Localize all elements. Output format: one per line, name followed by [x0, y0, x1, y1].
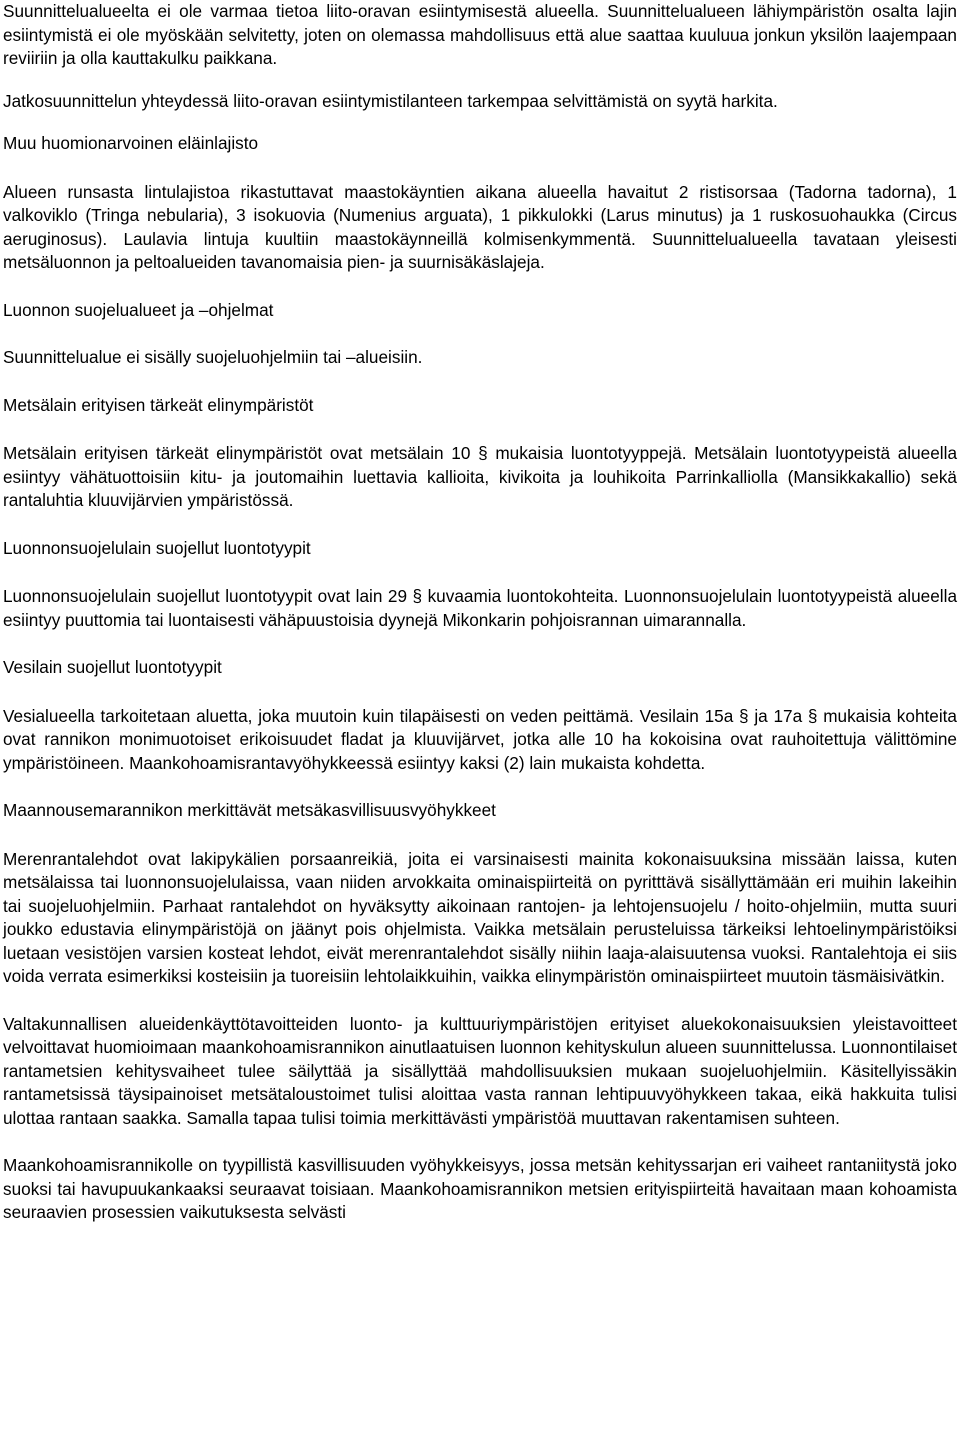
- paragraph: Suunnittelualue ei sisälly suojeluohjelmiin tai –alueisiin.: [3, 347, 423, 367]
- paragraph: Maankohoamisrannikolle on tyypillistä kasvillisuuden vyöhykkeisyys, jossa metsän kehityssarjan eri vaiheet rantaniitystä joko suoksi tai havupuukankaaksi seuraavat toisiaan. Maankohoamisrannikon metsien erityispiirteitä havaitaan maan kohoamista seuraavien prosessien vaikutuksesta selvästi: [3, 1155, 957, 1222]
- paragraph: Jatkosuunnittelun yhteydessä liito-oravan esiintymistilanteen tarkempaa selvittämistä on syytä harkita.: [3, 90, 778, 111]
- paragraph: Vesialueella tarkoitetaan aluetta, joka muutoin kuin tilapäisesti on veden peittämä. Vesilain 15a § ja 17a § mukaisia kohteita ovat rannikon monimuotoiset erikoisuudet fladat ja kluuvijärvet, jotka alle 10 ha kokoisina ovat rauhoitettuja välittömine ympäristöineen. Maankohoamisrantavyöhykkeessä esiintyy kaksi (2) lain mukaista kohdetta.: [3, 705, 957, 773]
- paragraph: Valtakunnallisen alueidenkäyttötavoitteiden luonto- ja kulttuuriympäristöjen erityiset aluekokonaisuuksien yleistavoitteet velvoittavat huomioimaan maankohoamisrannikon ainutlaatuisen luonnon kehityskulun alueen suunnittelussa. Luonnontilaiset rantametsien kehitysvaiheet tulee säilyttää ja sisällyttää mahdollisuuksien mukaan suojeluohjelmiin. Käsitellyissäkin rantametsissä täysipainoiset metsätaloustoimet tulisi aloittaa vasta rannan lehtipuuvyöhykkeen takaa, eikä hakkuita tulisi ulottaa rantaan saakka. Samalla tapaa tulisi toimia merkittävästi ympäristöä muuttavan rakentamisen suhteen.: [3, 1013, 957, 1128]
- paragraph: Metsälain erityisen tärkeät elinympäristöt ovat metsälain 10 § mukaisia luontotyyppejä. Metsälain luontotyypeistä alueella esiintyy vähätuottoisiin kitu- ja joutomaihin luettavia kallioita, kivikoita ja louhikoita Parrinkalliolla (Mansikkakallio) sekä rantaluhtia kluuvijärvien ympäristössä.: [3, 443, 957, 510]
- section-heading: Metsälain erityisen tärkeät elinympäristöt: [3, 394, 314, 415]
- paragraph: Merenrantalehdot ovat lakipykälien porsaanreikiä, joita ei varsinaisesti mainita kokonaisuuksina missään laissa, kuten metsälaissa tai luonnonsuojelulaissa, vaan niiden arvokkaita ominaispiirteitä on pyritttävä sisällyttämään eri muihin lakeihin tai suojeluohjelmiin. Parhaat rantalehdot on hyväksytty aikoinaan rantojen- ja lehtojensuojelu / hoito-ohjelmiin, mutta suuri joukko edustavia elinympäristöjä on jäänyt pois ohjelmista. Vaikka metsälain perusteluissa tärkeiksi lehtoelinympäristöiksi luetaan vesistöjen varsien kosteat lehdot, eivät merenrantalehdot sisälly niihin laaja-alaisuutensa vuoksi. Rantalehtoja ei siis voida verrata esimerkiksi kosteisiin ja tuoreisiin lehtolaikkuihin, vaikka elinympäristön ominaispiirteet muutoin täsmäisivätkin.: [3, 848, 957, 986]
- section-heading: Muu huomionarvoinen eläinlajisto: [3, 133, 259, 153]
- paragraph: Luonnonsuojelulain suojellut luontotyypit ovat lain 29 § kuvaamia luontokohteita. Luonnonsuojelulain luontotyypeistä alueella esiintyy puuttomia tai luontaisesti vähäpuustoisia dyynejä Mikonkarin pohjoisrannan uimarannalla.: [3, 586, 957, 630]
- section-heading: Maannousemarannikon merkittävät metsäkasvillisuusvyöhykkeet: [3, 800, 496, 820]
- section-heading: Luonnonsuojelulain suojellut luontotyypit: [3, 537, 311, 558]
- document-page: [3, 0, 957, 1225]
- section-heading: Vesilain suojellut luontotyypit: [3, 657, 222, 677]
- paragraph: Alueen runsasta lintulajistoa rikastuttavat maastokäyntien aikana alueella havaitut 2 ristisorsaa (Tadorna tadorna), 1 valkoviklo (Tringa nebularia), 3 isokuovia (Numenius arguata), 1 pikkulokki (Larus minutus) ja 1 ruskosuohaukka (Circus aeruginosus). Laulavia lintuja kuultiin maastokäynneillä kolmisenkymmentä. Suunnittelualueella tavataan yleisesti metsäluonnon ja peltoalueiden tavanomaisia pien- ja suurnisäkäslajeja.: [3, 181, 957, 272]
- paragraph: Suunnittelualueelta ei ole varmaa tietoa liito-oravan esiintymisestä alueella. Suunnittelualueen lähiympäristön osalta lajin esiintymistä ei ole myöskään selvitetty, joten on olemassa mahdollisuus että alue saattaa kuuluua jonkun yksilön laajempaan reviiriin ja olla kauttakulku paikkana.: [3, 1, 957, 68]
- section-heading: Luonnon suojelualueet ja –ohjelmat: [3, 299, 274, 320]
